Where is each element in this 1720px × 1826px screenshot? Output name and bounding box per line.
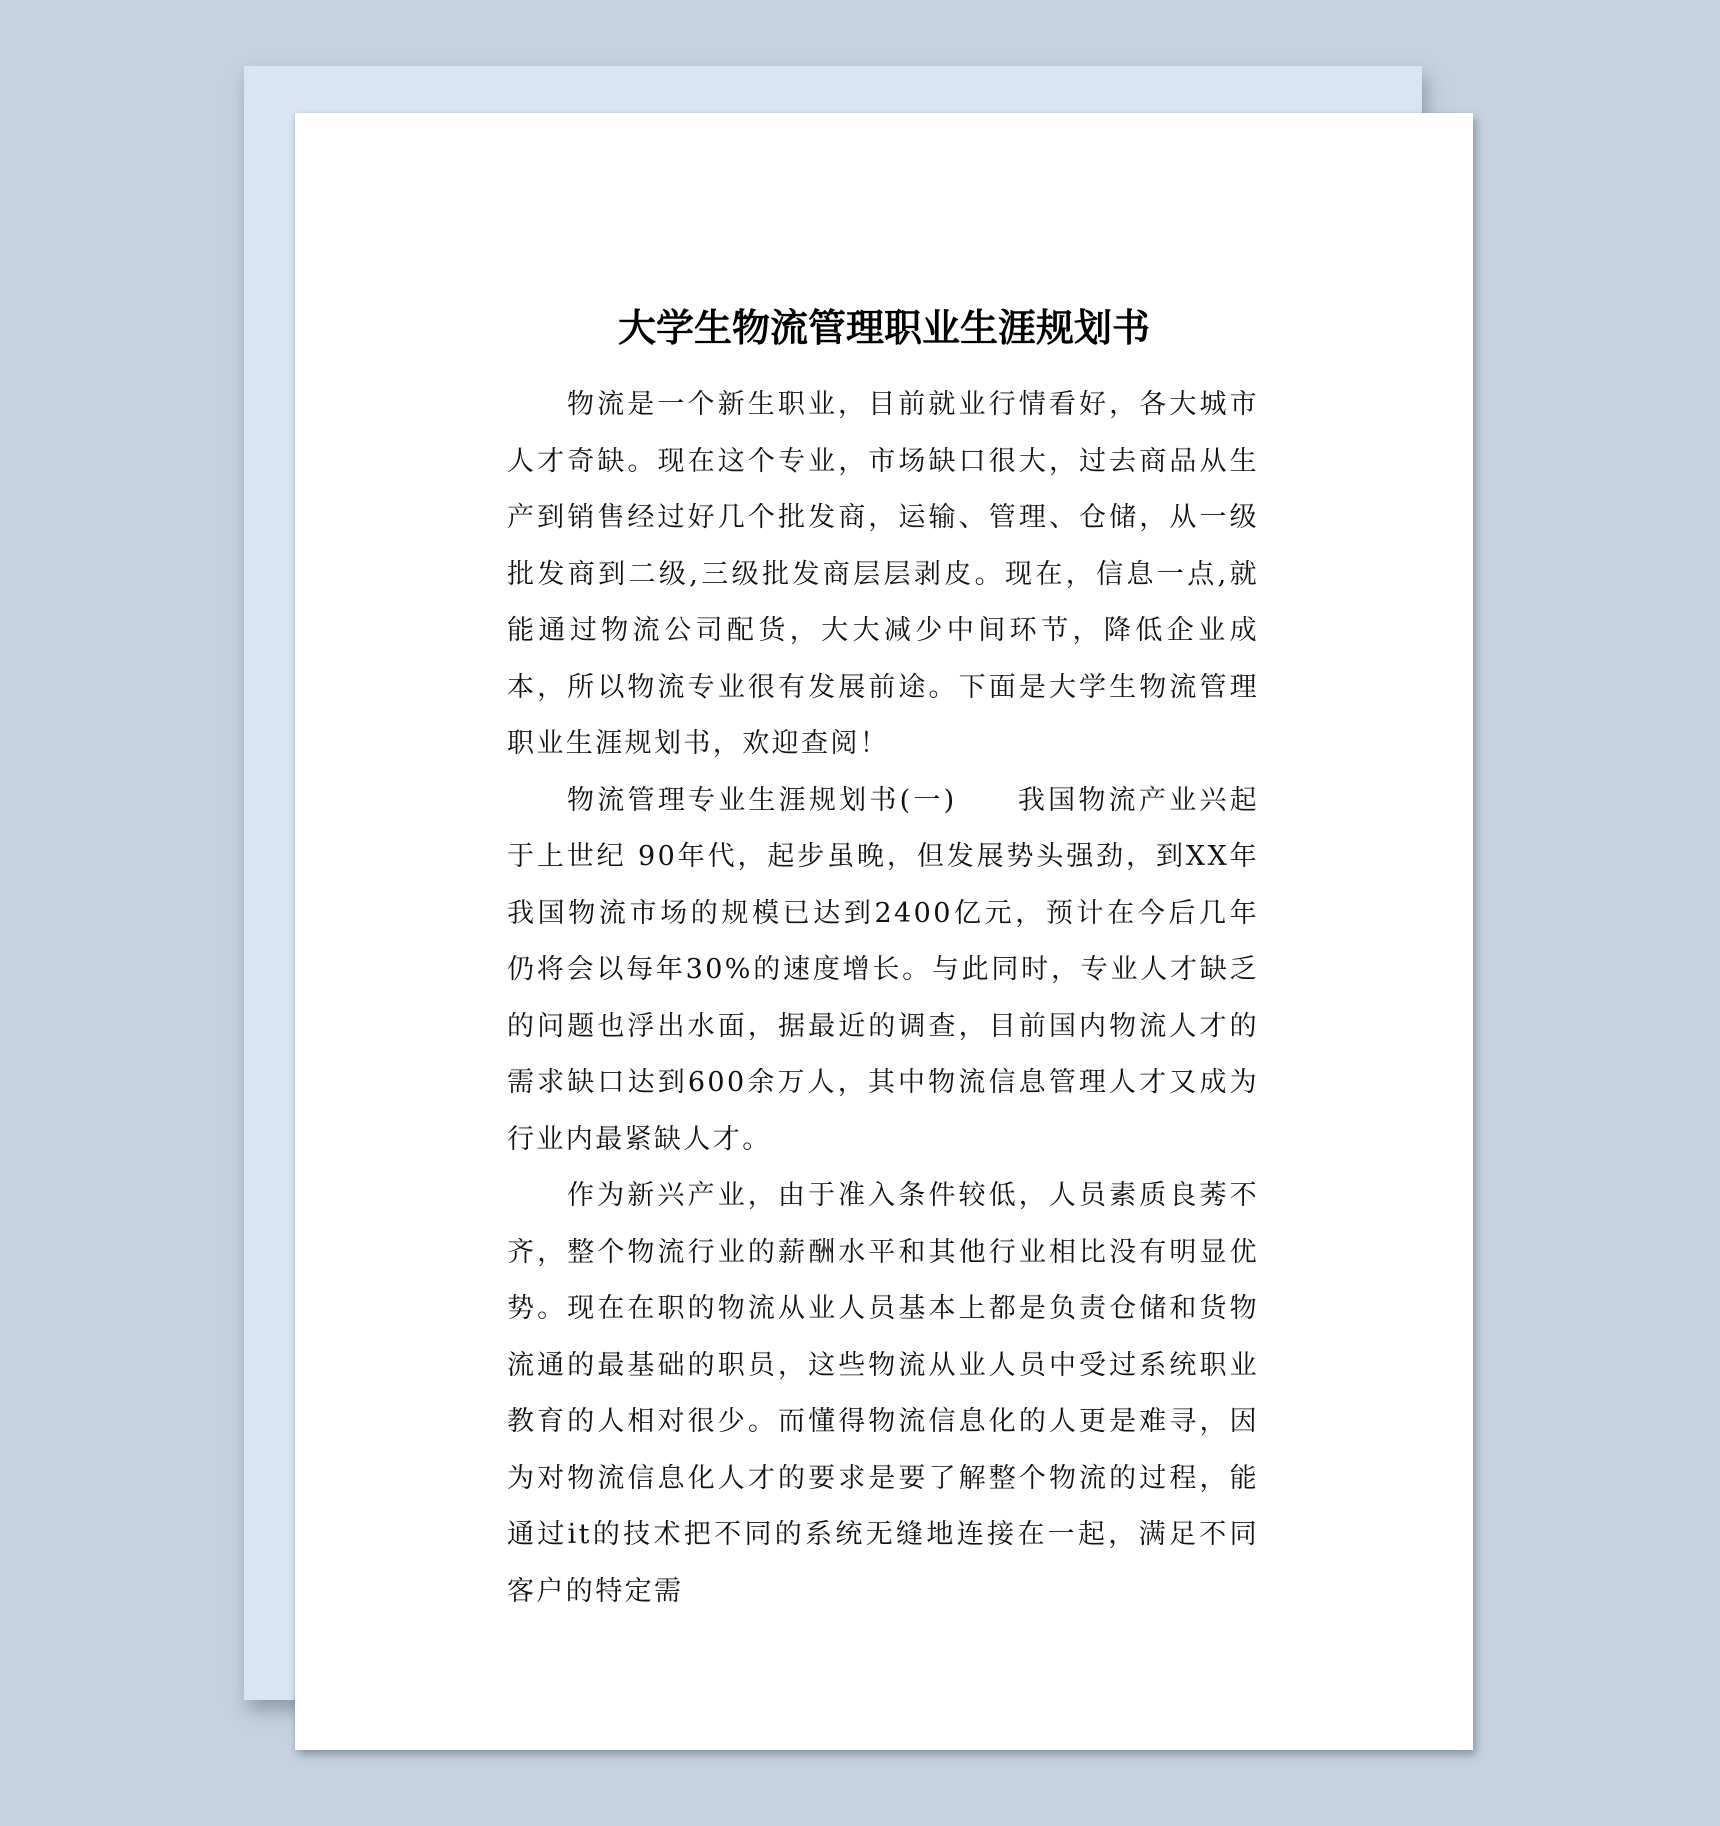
document-title: 大学生物流管理职业生涯规划书 [617, 306, 1150, 350]
paragraph-section-one: 物流管理专业生涯规划书(一) 我国物流产业兴起于上世纪 90年代，起步虽晚，但发展势头强劲，到XX年我国物流市场的规模已达到2400亿元，预计在今后几年仍将会以每年30%的速度增长。与此同时，专业人才缺乏的问题也浮出水面，据最近的调查，目前国内物流人才的需求缺口达到600余万人，其中物流信息管理人才又成为行业内最紧缺人才。 [507, 784, 1259, 1155]
paragraph-intro: 物流是一个新生职业，目前就业行情看好，各大城市人才奇缺。现在这个专业，市场缺口很大，过去商品从生产到销售经过好几个批发商，运输、管理、仓储，从一级批发商到二级,三级批发商层层剥皮。现在，信息一点,就能通过物流公司配货，大大减少中间环节，降低企业成本，所以物流专业很有发展前途。下面是大学生物流管理职业生涯规划书，欢迎查阅！ [507, 389, 1259, 759]
document-body [507, 377, 1259, 1620]
document-page [295, 113, 1473, 1750]
paragraph-industry: 作为新兴产业，由于准入条件较低，人员素质良莠不齐，整个物流行业的薪酬水平和其他行业相比没有明显优势。现在在职的物流从业人员基本上都是负责仓储和货物流通的最基础的职员，这些物流从业人员中受过系统职业教育的人相对很少。而懂得物流信息化的人更是难寻，因为对物流信息化人才的要求是要了解整个物流的过程，能通过it的技术把不同的系统无缝地连接在一起，满足不同客户的特定需 [507, 1180, 1259, 1607]
